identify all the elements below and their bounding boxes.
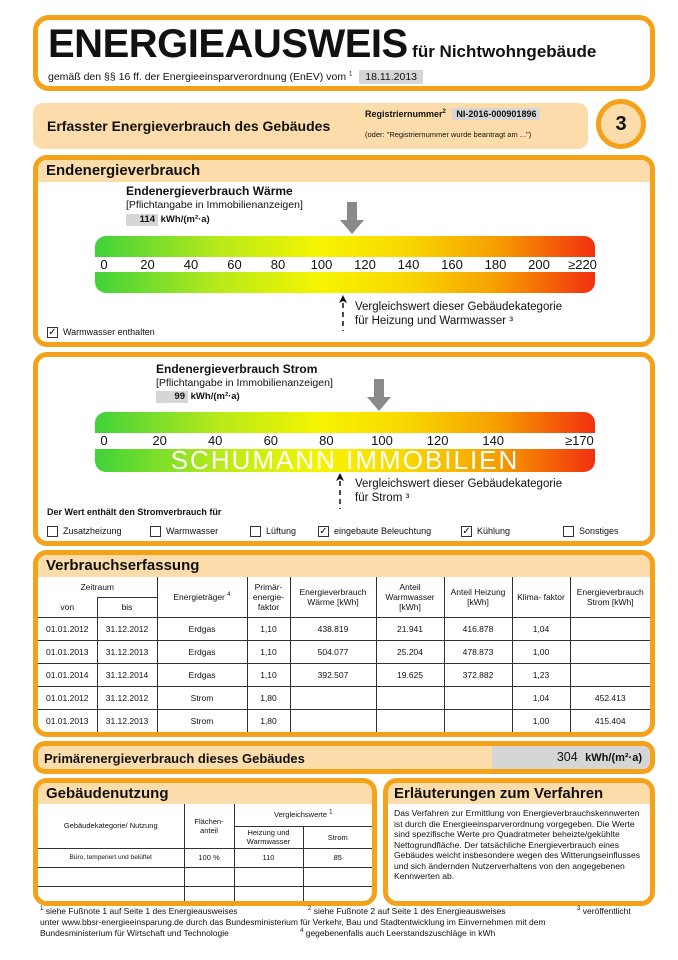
table-cell [570, 663, 650, 686]
table-cell: 1,10 [247, 617, 290, 640]
heat-value-arrow-icon [340, 202, 364, 234]
includes-checkbox[interactable] [461, 526, 510, 537]
table-cell: 1,23 [512, 663, 570, 686]
table-cell [444, 709, 512, 732]
table-cell [570, 617, 650, 640]
includes-label: eingebaute Beleuchtung [334, 526, 432, 536]
table-cell [184, 886, 234, 905]
table-cell: 1,04 [512, 617, 570, 640]
col-heating: Anteil Heizung [kWh] [444, 577, 512, 617]
col-ref-heat: Heizung und Warmwasser [234, 826, 303, 848]
checkbox-icon[interactable] [250, 526, 261, 537]
heat-scale-tick: 140 [397, 257, 420, 272]
table-cell [184, 867, 234, 886]
col-ww: Anteil Warmwasser [kWh] [376, 577, 444, 617]
section-title: Endenergieverbrauch [38, 160, 650, 182]
table-cell [290, 709, 376, 732]
table-row [38, 867, 372, 886]
primary-value: 304 [556, 750, 578, 764]
heat-scale-tick: 20 [140, 257, 155, 272]
heat-scale-tick: 160 [441, 257, 463, 272]
table-cell: 1,10 [247, 663, 290, 686]
reg-note: (oder: "Registriernummer wurde beantragt am ...") [365, 130, 532, 139]
table-cell: 438.819 [290, 617, 376, 640]
table-cell [234, 867, 303, 886]
heat-title: Endenergieverbrauch Wärme [126, 184, 293, 198]
includes-label: Sonstiges [579, 526, 619, 536]
table-cell: 415.404 [570, 709, 650, 732]
table-cell: 372.882 [444, 663, 512, 686]
table-cell: 100 % [184, 848, 234, 867]
checkbox-icon[interactable]: ✓ [48, 327, 57, 339]
table-cell: 31.12.2012 [97, 617, 157, 640]
heat-value: 114 [126, 214, 158, 226]
checkbox-icon[interactable]: ✓ [462, 526, 471, 538]
table-cell: 01.01.2012 [38, 686, 97, 709]
table-cell: 21.941 [376, 617, 444, 640]
power-scale-tick: 60 [263, 433, 279, 448]
page-number-badge [596, 99, 646, 149]
table-cell: 31.12.2013 [97, 709, 157, 732]
section-consumption [33, 550, 655, 737]
power-compare-arrow-icon [335, 473, 345, 509]
power-value-arrow-icon [367, 379, 391, 411]
subtitle: gemäß den §§ 16 ff. der Energieeinsparverordnung (EnEV) vom [48, 71, 347, 83]
col-ref: Vergleichswerte $^1$ [234, 804, 372, 826]
col-power: Energieverbrauch Strom [kWh] [570, 577, 650, 617]
footnote-3: $^3$ veröffentlicht [577, 906, 631, 916]
col-period: Zeitraum [38, 577, 157, 597]
heat-scale-tick: 180 [484, 257, 507, 272]
col-share: Flächen- anteil [184, 804, 234, 848]
table-cell: 19.625 [376, 663, 444, 686]
footnote-ref: 2 [442, 109, 446, 115]
usage-table [38, 804, 372, 906]
table-cell: 110 [234, 848, 303, 867]
table-cell: 1,10 [247, 640, 290, 663]
power-scale-tick: 20 [152, 433, 167, 448]
table-cell: 01.01.2014 [38, 663, 97, 686]
primary-energy-bar [33, 741, 655, 774]
col-category: Gebäudekategorie/ Nutzung [38, 804, 184, 848]
table-cell [303, 886, 372, 905]
section-explanation [383, 778, 655, 906]
table-cell [38, 886, 184, 905]
power-scale-tick: 140 [482, 433, 505, 448]
power-compare-text-2: für Strom ³ [355, 492, 410, 504]
power-compare-text: Vergleichswert dieser Gebäudekategorie [355, 478, 563, 490]
power-scale-tick: 100 [371, 433, 393, 448]
table-cell: Büro, temperiert und belüftet [38, 848, 184, 867]
table-row [38, 640, 650, 663]
table-row [38, 848, 372, 867]
power-value: 99 [156, 391, 188, 403]
table-cell: Erdgas [157, 640, 247, 663]
table-cell: 392.507 [290, 663, 376, 686]
includes-label: Lüftung [266, 526, 297, 536]
footnote-4: $^4$ gegebenenfalls auch Leerstandszuschläge in kWh [300, 928, 496, 938]
power-scale-top [95, 412, 595, 433]
page-title-suffix: für Nichtwohngebäude [412, 42, 597, 61]
table-cell: 01.01.2013 [38, 640, 97, 663]
footnote-3-end: Bundesministerium für Wirtschaft und Technologie [40, 928, 229, 938]
section-title: Erläuterungen zum Verfahren [388, 783, 650, 804]
heat-scale-tick: 40 [183, 257, 199, 272]
table-cell: Strom [157, 709, 247, 732]
footnote-ref: 1 [348, 71, 353, 78]
heat-note: [Pflichtangabe in Immobilienanzeigen] [126, 199, 303, 211]
includes-checkbox[interactable] [47, 526, 122, 537]
heat-scale-tick: 120 [354, 257, 376, 272]
heat-unit: kWh/(m²·a) [160, 214, 210, 225]
power-unit: kWh/(m²·a) [190, 391, 240, 402]
col-heat: Energieverbrauch Wärme [kWh] [290, 577, 376, 617]
page-title: ENERGIEAUSWEIS [48, 22, 408, 66]
table-cell [376, 686, 444, 709]
warmwater-label: Warmwasser enthalten [63, 327, 155, 337]
table-cell [444, 686, 512, 709]
includes-checkbox[interactable] [563, 526, 619, 537]
power-scale-tick: ≥170 [564, 433, 594, 448]
table-cell: 31.12.2012 [97, 686, 157, 709]
table-cell: Erdgas [157, 663, 247, 686]
band-title: Erfasster Energieverbrauch des Gebäudes [47, 118, 331, 134]
table-cell: 01.01.2013 [38, 709, 97, 732]
warmwater-checkbox[interactable] [47, 327, 155, 338]
table-cell: 1,80 [247, 686, 290, 709]
col-ref-power: Strom [303, 826, 372, 848]
table-cell: 1,00 [512, 709, 570, 732]
table-row [38, 617, 650, 640]
power-scale-tick: 80 [319, 433, 334, 448]
table-cell: Strom [157, 686, 247, 709]
table-cell: 1,00 [512, 640, 570, 663]
table-cell: 31.12.2014 [97, 663, 157, 686]
table-cell: 504.077 [290, 640, 376, 663]
section-title: Verbrauchserfassung [38, 555, 650, 577]
reg-label: Registriernummer [365, 109, 443, 119]
col-carrier: Energieträger $^4$ [157, 577, 247, 617]
power-note: [Pflichtangabe in Immobilienanzeigen] [156, 377, 333, 389]
power-scale-tick: 40 [207, 433, 223, 448]
issue-date: 18.11.2013 [359, 70, 423, 84]
heat-compare-arrow-icon [338, 295, 348, 331]
title-box [33, 15, 655, 91]
heat-scale-tick: 0 [100, 257, 108, 272]
table-cell: 01.01.2012 [38, 617, 97, 640]
table-row [38, 886, 372, 905]
heat-compare-text-2: für Heizung und Warmwasser ³ [355, 315, 514, 327]
table-cell: 478.873 [444, 640, 512, 663]
footnote-2: $^2$ siehe Fußnote 2 auf Seite 1 des Energieausweises [308, 906, 506, 916]
power-scale-tick: 120 [426, 433, 449, 448]
includes-checkbox[interactable] [250, 526, 296, 537]
table-cell [570, 640, 650, 663]
page-number: 3 [615, 113, 627, 135]
table-row [38, 663, 650, 686]
table-cell: 1,04 [512, 686, 570, 709]
reg-number: NI-2016-000901896 [452, 108, 540, 120]
includes-checkbox[interactable] [150, 526, 218, 537]
col-to: bis [97, 597, 157, 617]
explanation-text: Das Verfahren zur Ermittlung von Energieverbrauchskennwerten ist durch die Energieeinsparverordnung vorgegeben. Die Werte sind spezifische Werte pro Quadratmeter beheizte/gekühlte Nettogrundfläche. Der tatsächliche Energieverbrauch eines Gebäudes weicht insbesondere wegen des Witterungseinflusses und sich ändernden Nutzerverhaltens von den angegebenen Kennwerten ab. [394, 808, 641, 881]
table-cell: 31.12.2013 [97, 640, 157, 663]
checkbox-icon[interactable]: ✓ [319, 526, 328, 538]
checkbox-icon[interactable] [150, 526, 161, 537]
footnote-1: $^1$ siehe Fußnote 1 auf Seite 1 des Energieausweises [40, 906, 238, 916]
heat-scale-top [95, 236, 595, 257]
includes-label: Kühlung [477, 526, 511, 536]
table-cell: 85 [303, 848, 372, 867]
checkbox-icon[interactable] [563, 526, 574, 537]
checkbox-icon[interactable] [47, 526, 58, 537]
table-cell [376, 709, 444, 732]
table-cell [38, 867, 184, 886]
heat-scale-bottom [95, 272, 595, 293]
heat-scale-tick: 100 [310, 257, 333, 272]
footnote-3-cont: unter www.bbsr-energieeinsparung.de durch das Bundesministerium für Verkehr, Bau und Stadtentwicklung im Einvernehmen mit dem [40, 917, 546, 927]
includes-label: Warmwasser [166, 526, 219, 536]
includes-label: Der Wert enthält den Stromverbrauch für [47, 507, 222, 517]
summary-band [33, 103, 588, 149]
heat-scale-tick: 60 [227, 257, 242, 272]
section-usage [33, 778, 377, 906]
table-cell: 1,80 [247, 709, 290, 732]
heat-scale-tick: 80 [270, 257, 286, 272]
heat-scale-tick: 200 [528, 257, 550, 272]
primary-unit: kWh/(m²·a) [585, 752, 642, 764]
heat-scale-tick: ≥220 [568, 257, 597, 272]
table-cell: Erdgas [157, 617, 247, 640]
col-from: von [38, 597, 97, 617]
table-cell: 416.878 [444, 617, 512, 640]
table-cell [234, 886, 303, 905]
table-row [38, 709, 650, 732]
table-cell [290, 686, 376, 709]
includes-label: Zusatzheizung [63, 526, 122, 536]
col-pef: Primär- energie- faktor [247, 577, 290, 617]
col-climate: Klima- faktor [512, 577, 570, 617]
consumption-table [38, 577, 650, 733]
table-cell: 25.204 [376, 640, 444, 663]
watermark: SCHUMANN IMMOBILIEN [170, 450, 520, 471]
table-cell [303, 867, 372, 886]
table-cell: 452.413 [570, 686, 650, 709]
includes-checkbox[interactable] [318, 526, 431, 537]
heat-compare-text: Vergleichswert dieser Gebäudekategorie [355, 301, 563, 313]
table-row [38, 686, 650, 709]
section-title: Gebäudenutzung [38, 783, 372, 804]
power-scale-tick: 0 [100, 433, 108, 448]
primary-label: Primärenergieverbrauch dieses Gebäudes [44, 751, 305, 766]
power-title: Endenergieverbrauch Strom [156, 362, 318, 376]
